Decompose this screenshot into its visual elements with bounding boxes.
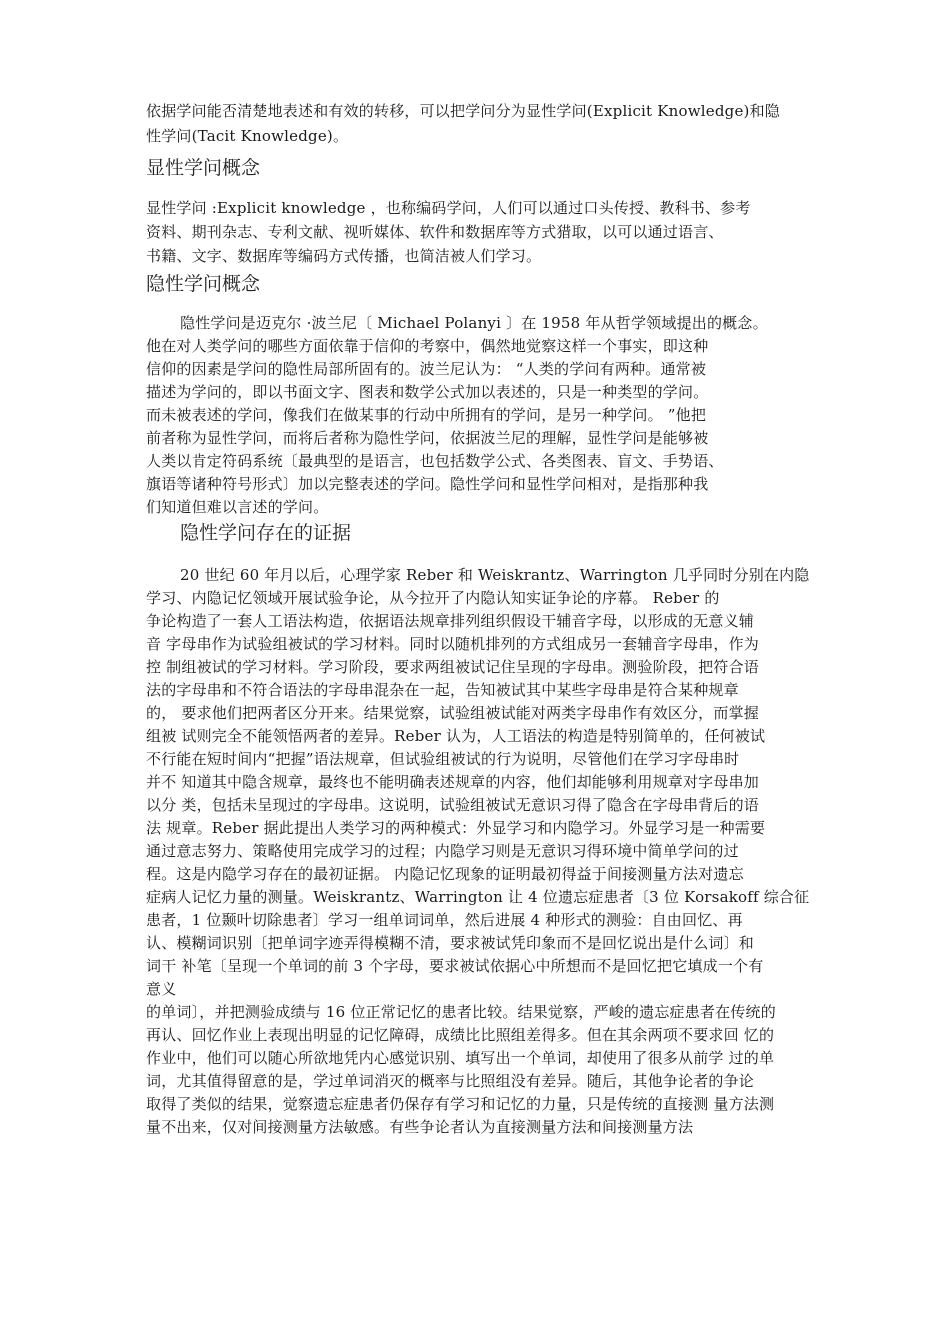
section3-line-10: 并不 知道其中隐含规章，最终也不能明确表述规章的内容，他们却能够利用规章对字母串加 (146, 773, 759, 791)
section1-line-1: 显性学问 :Explicit knowledge ，也称编码学问，人们可以通过口头传授、教科书、参考 (146, 199, 751, 217)
section3-line-7: 的， 要求他们把两者区分开来。结果觉察，试验组被试能对两类字母串作有效区分，而掌握 (146, 704, 759, 722)
section3-line-19: 意义 (146, 980, 177, 998)
section3-line-9: 不行能在短时间内“把握”语法规章，但试验组被试的行为说明，尽管他们在学习字母串时 (146, 750, 740, 768)
section3-line-1: 20 世纪 60 年月以后，心理学家 Reber 和 Weiskrantz、Warrington 几乎同时分别在内隐 (180, 566, 810, 584)
section3-line-18: 词干 补笔〔呈现一个单词的前 3 个字母，要求被试依据心中所想而不是回忆把它填成一个有 (146, 957, 764, 975)
section3-line-22: 作业中，他们可以随心所欲地凭内心感觉识别、填写出一个单词，却使用了很多从前学 过的单 (146, 1049, 775, 1067)
section3-line-15: 症病人记忆力量的测量。Weiskrantz、Warrington 让 4 位遗忘症患者〔3 位 Korsakoff 综合征 (146, 888, 810, 906)
section3-line-5: 控 制组被试的学习材料。学习阶段，要求两组被试记住呈现的字母串。测验阶段，把符合语 (146, 658, 759, 676)
section3-line-21: 再认、回忆作业上表现出明显的记忆障碍，成绩比比照组差得多。但在其余两项不要求回 忆的 (146, 1026, 775, 1044)
section3-line-25: 量不出来，仅对间接测量方法敏感。有些争论者认为直接测量方法和间接测量方法 (146, 1118, 694, 1136)
section2-line-5: 而未被表述的学问，像我们在做某事的行动中所拥有的学问，是另一种学问。 ”他把 (146, 406, 707, 424)
section2-line-3: 信仰的因素是学问的隐性局部所固有的。波兰尼认为： “人类的学问有两种。通常被 (146, 360, 707, 378)
section3-line-2: 学习、内隐记忆领域开展试验争论，从今拉开了内隐认知实证争论的序幕。 Reber 的 (146, 589, 720, 607)
section3-line-12: 法 规章。Reber 据此提出人类学习的两种模式：外显学习和内隐学习。外显学习是一种需要 (146, 819, 766, 837)
section2-line-8: 旗语等诸种符号形式〕加以完整表述的学问。隐性学问和显性学问相对，是指那种我 (146, 475, 709, 493)
section3-line-14: 程。这是内隐学习存在的最初证据。 内隐记忆现象的证明最初得益于间接测量方法对遗忘 (146, 865, 744, 883)
section3-line-24: 取得了类似的结果，觉察遗忘症患者仍保存有学习和记忆的力量，只是传统的直接测 量方法测 (146, 1095, 775, 1113)
section2-line-7: 人类以肯定符码系统〔最典型的是语言，也包括数学公式、各类图表、盲文、手势语、 (146, 452, 724, 470)
section1-line-2: 资料、期刊杂志、专利文献、视听媒体、软件和数据库等方式猎取，以可以通过语言、 (146, 223, 724, 241)
section3-line-8: 组被 试则完全不能领悟两者的差异。Reber 认为，人工语法的构造是特别简单的，任何被试 (146, 727, 766, 745)
section-heading-tacit-knowledge: 隐性学问概念 (146, 273, 261, 295)
section3-line-13: 通过意志努力、策略使用完成学习的过程；内隐学习则是无意识习得环境中简单学问的过 (146, 842, 739, 860)
section2-line-4: 描述为学问的，即以书面文字、图表和数学公式加以表述的，只是一种类型的学问。 (146, 383, 709, 401)
intro-line-2: 性学问(Tacit Knowledge)。 (146, 127, 349, 145)
section3-line-23: 词，尤其值得留意的是，学过单词消灭的概率与比照组没有差异。随后，其他争论者的争论 (146, 1072, 755, 1090)
section3-line-11: 以分 类，包括未呈现过的字母串。这说明，试验组被试无意识习得了隐含在字母串背后的语 (146, 796, 759, 814)
section2-line-1: 隐性学问是迈克尔 ·波兰尼〔 Michael Polanyi 〕在 1958 年从哲学领域提出的概念。 (180, 314, 768, 332)
section2-line-9: 们知道但难以言述的学问。 (146, 498, 329, 516)
section3-line-16: 患者，1 位颞叶切除患者〕学习一组单词词单，然后进展 4 种形式的测验：自由回忆、再 (146, 911, 743, 929)
section-heading-explicit-knowledge: 显性学问概念 (146, 157, 261, 179)
section-heading-evidence: 隐性学问存在的证据 (180, 522, 352, 544)
intro-line-1: 依据学问能否清楚地表述和有效的转移，可以把学问分为显性学问(Explicit Knowledge)和隐 (146, 102, 780, 120)
section3-line-4: 音 字母串作为试验组被试的学习材料。同时以随机排列的方式组成另一套辅音字母串，作为 (146, 635, 759, 653)
section2-line-2: 他在对人类学问的哪些方面依靠于信仰的考察中，偶然地觉察这样一个事实，即这种 (146, 337, 709, 355)
section2-line-6: 前者称为显性学问，而将后者称为隐性学问，依据波兰尼的理解，显性学问是能够被 (146, 429, 709, 447)
section3-line-17: 认、模糊词识别〔把单词字迹弄得模糊不清，要求被试凭印象而不是回忆说出是什么词〕和 (146, 934, 755, 952)
section1-line-3: 书籍、文字、数据库等编码方式传播，也简洁被人们学习。 (146, 247, 542, 265)
section3-line-6: 法的字母串和不符合语法的字母串混杂在一起，告知被试其中某些字母串是符合某种规章 (146, 681, 739, 699)
section3-line-20: 的单词〕，并把测验成绩与 16 位正常记忆的患者比较。结果觉察，严峻的遗忘症患者在传统的 (146, 1003, 776, 1021)
section3-line-3: 争论构造了一套人工语法构造，依据语法规章排列组织假设干辅音字母，以形成的无意义辅 (146, 612, 755, 630)
